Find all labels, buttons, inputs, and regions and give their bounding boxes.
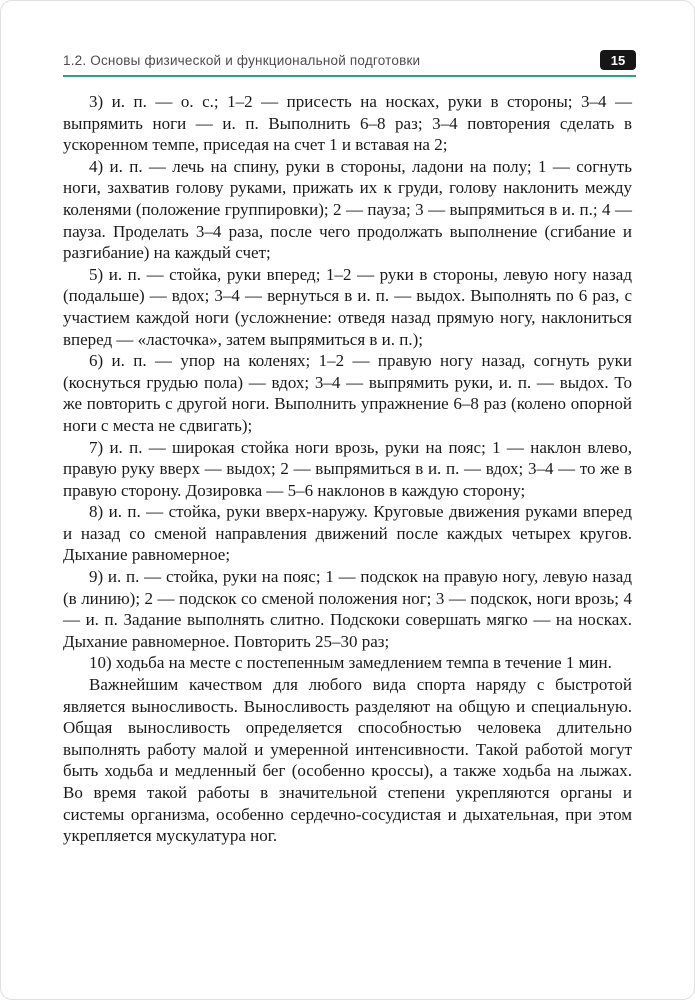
paragraph: Важнейшим качеством для любого вида спорта наряду с быстротой является выносливость. Выносливость разделяют на общую и специальную. Общая выносливость определяется способностью человека длительно выполнять работу малой и умеренной интенсивности. Такой работой могут быть ходьба и медленный бег (особенно кроссы), а также ходьба на лыжах. Во время такой работы в значительной степени укрепляются органы и системы организма, особенно сердечно-сосудистая и дыхательная, при этом укрепляется мускулатура ног.: [63, 675, 632, 846]
body-text: [63, 91, 632, 847]
page-number-badge: 15: [600, 50, 636, 70]
paragraph: 4) и. п. — лечь на спину, руки в стороны, ладони на полу; 1 — согнуть ноги, захватив голову руками, прижать их к груди, голову наклонить между коленями (положение группировки); 2 — пауза; 3 — выпрямиться в и. п.; 4 — пауза. Проделать 3–4 раза, после чего продолжать выполнение (сгибание и разгибание) на каждый счет;: [63, 156, 632, 263]
paragraph: 7) и. п. — широкая стойка ноги врозь, руки на пояс; 1 — наклон влево, правую руку вверх — выдох; 2 — выпрямиться в и. п. — вдох; 3–4 — то же в правую сторону. Дозировка — 5–6 наклонов в каждую сторону;: [63, 437, 632, 500]
paragraph: 6) и. п. — упор на коленях; 1–2 — правую ногу назад, согнуть руки (коснуться грудью пола) — вдох; 3–4 — выпрямить руки, и. п. — выдох. То же повторить с другой ноги. Выполнить упражнение 6–8 раз (колено опорной ноги с места не сдвигать);: [63, 351, 632, 435]
paragraph: 3) и. п. — о. с.; 1–2 — присесть на носках, руки в стороны; 3–4 — выпрямить ноги — и. п. Выполнить 6–8 раз; 3–4 повторения сделать в ускоренном темпе, приседая на счет 1 и вставая на 2;: [63, 92, 632, 155]
paragraph: 8) и. п. — стойка, руки вверх-наружу. Круговые движения руками вперед и назад со сменой направления движений после каждых четырех кругов. Дыхание равномерное;: [63, 502, 632, 565]
header-rule: [63, 75, 636, 77]
paragraph: 5) и. п. — стойка, руки вперед; 1–2 — руки в стороны, левую ногу назад (подальше) — вдох; 3–4 — вернуться в и. п. — выдох. Выполнять по 6 раз, с участием каждой ноги (усложнение: отведя назад прямую ногу, наклониться вперед — «ласточка», затем выпрямиться в и. п.);: [63, 264, 632, 349]
paragraph: 10) ходьба на месте с постепенным замедлением темпа в течение 1 мин.: [89, 653, 612, 673]
page-header: [63, 49, 636, 71]
running-head: 1.2. Основы физической и функциональной подготовки: [63, 52, 421, 68]
paragraph: 9) и. п. — стойка, руки на пояс; 1 — подскок на правую ногу, левую назад (в линию); 2 — подскок со сменой положения ног; 3 — подскок, ноги врозь; 4 — и. п. Задание выполнять слитно. Подскоки совершать мягко — на носках. Дыхание равномерное. Повторить 25–30 раз;: [63, 567, 632, 651]
